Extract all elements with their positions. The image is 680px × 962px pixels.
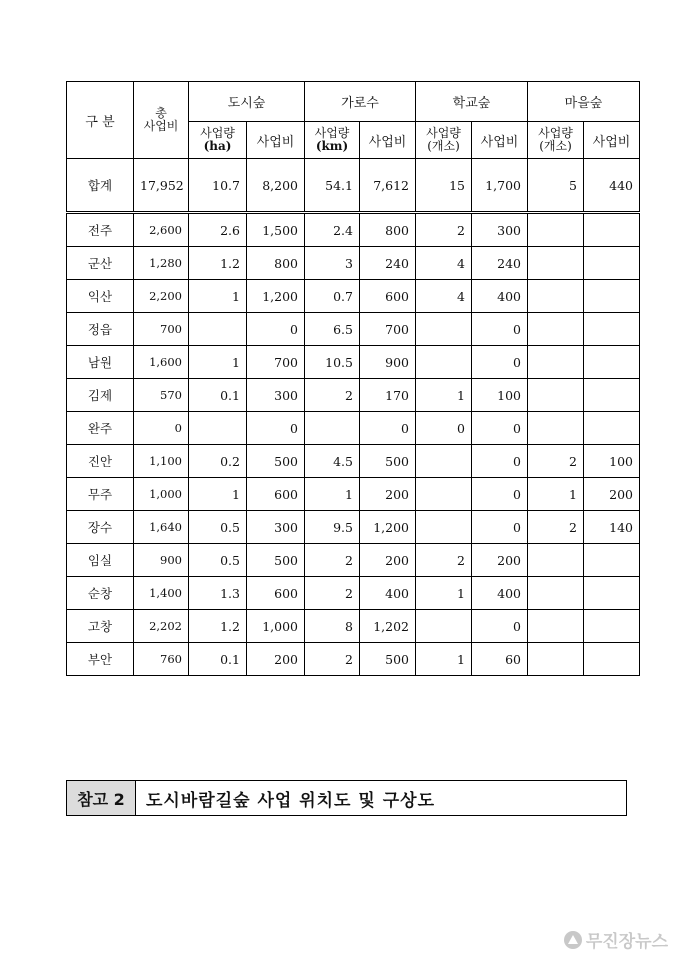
value-cell: 2 bbox=[305, 577, 360, 610]
value-cell: 4 bbox=[416, 247, 472, 280]
region-name: 전주 bbox=[67, 213, 134, 247]
qty-label: 사업량 bbox=[314, 126, 350, 140]
value-cell: 400 bbox=[472, 577, 528, 610]
value-cell: 3 bbox=[305, 247, 360, 280]
value-cell: 0.7 bbox=[305, 280, 360, 313]
value-cell bbox=[584, 313, 640, 346]
value-cell: 0 bbox=[472, 478, 528, 511]
value-cell bbox=[584, 643, 640, 676]
value-cell: 1,200 bbox=[360, 511, 416, 544]
region-name: 고창 bbox=[67, 610, 134, 643]
value-cell: 2.4 bbox=[305, 213, 360, 247]
header-group-urban-forest: 도시숲 bbox=[189, 82, 305, 122]
value-cell: 6.5 bbox=[305, 313, 360, 346]
value-cell: 4 bbox=[416, 280, 472, 313]
value-cell bbox=[584, 544, 640, 577]
value-cell bbox=[528, 247, 584, 280]
value-cell bbox=[189, 412, 247, 445]
value-cell: 7,612 bbox=[360, 159, 416, 213]
value-cell: 500 bbox=[360, 643, 416, 676]
value-cell: 500 bbox=[247, 544, 305, 577]
header-cost: 사업비 bbox=[472, 122, 528, 159]
region-name: 진안 bbox=[67, 445, 134, 478]
table-row bbox=[67, 643, 640, 676]
value-cell: 500 bbox=[247, 445, 305, 478]
value-cell bbox=[416, 610, 472, 643]
value-cell bbox=[416, 511, 472, 544]
value-cell bbox=[528, 610, 584, 643]
value-cell: 1 bbox=[189, 280, 247, 313]
total-cost-cell: 700 bbox=[134, 313, 189, 346]
value-cell: 5 bbox=[528, 159, 584, 213]
region-name: 김제 bbox=[67, 379, 134, 412]
header-cost: 사업비 bbox=[360, 122, 416, 159]
qty-label: 사업량 bbox=[426, 126, 461, 140]
value-cell: 400 bbox=[360, 577, 416, 610]
value-cell: 200 bbox=[247, 643, 305, 676]
value-cell: 1 bbox=[416, 577, 472, 610]
value-cell: 700 bbox=[360, 313, 416, 346]
region-name: 정읍 bbox=[67, 313, 134, 346]
header-qty bbox=[189, 122, 247, 159]
total-cost-cell: 2,600 bbox=[134, 213, 189, 247]
value-cell: 2 bbox=[416, 544, 472, 577]
value-cell: 1.3 bbox=[189, 577, 247, 610]
value-cell: 0.1 bbox=[189, 379, 247, 412]
total-cost-cell: 900 bbox=[134, 544, 189, 577]
value-cell bbox=[584, 213, 640, 247]
budget-table bbox=[66, 81, 640, 676]
table-row bbox=[67, 478, 640, 511]
value-cell: 10.7 bbox=[189, 159, 247, 213]
value-cell bbox=[584, 412, 640, 445]
value-cell: 9.5 bbox=[305, 511, 360, 544]
value-cell: 100 bbox=[584, 445, 640, 478]
value-cell: 0 bbox=[472, 610, 528, 643]
region-name: 순창 bbox=[67, 577, 134, 610]
value-cell bbox=[189, 313, 247, 346]
watermark-logo-icon bbox=[564, 931, 582, 949]
header-qty bbox=[305, 122, 360, 159]
total-cost-cell: 17,952 bbox=[134, 159, 189, 213]
qty-unit: (개소) bbox=[427, 139, 460, 153]
table-row bbox=[67, 445, 640, 478]
value-cell: 0.2 bbox=[189, 445, 247, 478]
value-cell: 800 bbox=[360, 213, 416, 247]
value-cell: 400 bbox=[472, 280, 528, 313]
value-cell bbox=[528, 379, 584, 412]
value-cell: 0 bbox=[416, 412, 472, 445]
value-cell bbox=[528, 346, 584, 379]
total-cost-cell: 1,600 bbox=[134, 346, 189, 379]
region-name: 남원 bbox=[67, 346, 134, 379]
total-cost-cell: 2,202 bbox=[134, 610, 189, 643]
value-cell: 0 bbox=[472, 511, 528, 544]
value-cell: 300 bbox=[247, 511, 305, 544]
header-cost: 사업비 bbox=[247, 122, 305, 159]
value-cell: 600 bbox=[247, 577, 305, 610]
value-cell: 1 bbox=[305, 478, 360, 511]
value-cell bbox=[416, 445, 472, 478]
header-group-village-forest: 마을숲 bbox=[528, 82, 640, 122]
value-cell: 240 bbox=[360, 247, 416, 280]
value-cell: 2.6 bbox=[189, 213, 247, 247]
table-row bbox=[67, 577, 640, 610]
total-cost-cell: 1,000 bbox=[134, 478, 189, 511]
total-cost-cell: 760 bbox=[134, 643, 189, 676]
total-cost-cell: 570 bbox=[134, 379, 189, 412]
value-cell: 440 bbox=[584, 159, 640, 213]
region-name: 무주 bbox=[67, 478, 134, 511]
value-cell: 0 bbox=[360, 412, 416, 445]
value-cell: 300 bbox=[247, 379, 305, 412]
region-name: 군산 bbox=[67, 247, 134, 280]
total-cost-cell: 1,400 bbox=[134, 577, 189, 610]
table-row bbox=[67, 313, 640, 346]
value-cell bbox=[528, 577, 584, 610]
qty-label: 사업량 bbox=[200, 126, 235, 140]
table-row bbox=[67, 412, 640, 445]
table-row bbox=[67, 610, 640, 643]
total-cost-cell: 1,280 bbox=[134, 247, 189, 280]
value-cell bbox=[528, 280, 584, 313]
value-cell bbox=[528, 213, 584, 247]
region-name: 임실 bbox=[67, 544, 134, 577]
value-cell: 1 bbox=[189, 346, 247, 379]
header-total-line2: 사업비 bbox=[143, 119, 179, 133]
total-row bbox=[67, 159, 640, 213]
reference-box bbox=[66, 780, 627, 816]
value-cell: 2 bbox=[305, 544, 360, 577]
value-cell bbox=[584, 346, 640, 379]
value-cell: 300 bbox=[472, 213, 528, 247]
table-row bbox=[67, 247, 640, 280]
region-name: 완주 bbox=[67, 412, 134, 445]
value-cell: 200 bbox=[360, 478, 416, 511]
value-cell: 0 bbox=[472, 346, 528, 379]
value-cell: 1 bbox=[416, 379, 472, 412]
value-cell: 170 bbox=[360, 379, 416, 412]
value-cell: 1.2 bbox=[189, 610, 247, 643]
table-row bbox=[67, 379, 640, 412]
total-cost-cell: 1,640 bbox=[134, 511, 189, 544]
value-cell bbox=[528, 313, 584, 346]
value-cell: 0 bbox=[247, 412, 305, 445]
value-cell: 0.1 bbox=[189, 643, 247, 676]
header-cost: 사업비 bbox=[584, 122, 640, 159]
value-cell: 0 bbox=[247, 313, 305, 346]
value-cell: 0 bbox=[472, 313, 528, 346]
table-row bbox=[67, 213, 640, 247]
value-cell: 200 bbox=[584, 478, 640, 511]
header-group-street-trees: 가로수 bbox=[305, 82, 416, 122]
value-cell: 8 bbox=[305, 610, 360, 643]
reference-label: 참고 2 bbox=[67, 781, 136, 815]
qty-unit: (개소) bbox=[539, 139, 572, 153]
reference-title: 도시바람길숲 사업 위치도 및 구상도 bbox=[146, 790, 436, 811]
value-cell: 2 bbox=[416, 213, 472, 247]
table-row bbox=[67, 544, 640, 577]
header-row-1 bbox=[67, 82, 640, 122]
region-name: 합계 bbox=[67, 159, 134, 213]
table-row bbox=[67, 280, 640, 313]
total-cost-cell: 1,100 bbox=[134, 445, 189, 478]
value-cell bbox=[584, 577, 640, 610]
value-cell: 4.5 bbox=[305, 445, 360, 478]
value-cell: 54.1 bbox=[305, 159, 360, 213]
header-qty bbox=[528, 122, 584, 159]
value-cell bbox=[416, 346, 472, 379]
value-cell: 140 bbox=[584, 511, 640, 544]
qty-unit: (ha) bbox=[203, 139, 232, 153]
region-name: 익산 bbox=[67, 280, 134, 313]
region-name: 부안 bbox=[67, 643, 134, 676]
value-cell: 200 bbox=[360, 544, 416, 577]
value-cell: 2 bbox=[305, 379, 360, 412]
value-cell bbox=[528, 544, 584, 577]
value-cell: 2 bbox=[528, 445, 584, 478]
value-cell: 800 bbox=[247, 247, 305, 280]
watermark-text: 무진장뉴스 bbox=[585, 932, 668, 952]
value-cell: 1,700 bbox=[472, 159, 528, 213]
value-cell: 1 bbox=[528, 478, 584, 511]
value-cell bbox=[528, 643, 584, 676]
value-cell: 1,202 bbox=[360, 610, 416, 643]
value-cell: 15 bbox=[416, 159, 472, 213]
value-cell: 700 bbox=[247, 346, 305, 379]
value-cell: 2 bbox=[305, 643, 360, 676]
watermark bbox=[564, 927, 668, 952]
value-cell: 2 bbox=[528, 511, 584, 544]
value-cell: 0 bbox=[472, 412, 528, 445]
table-row bbox=[67, 346, 640, 379]
header-category: 구 분 bbox=[67, 82, 134, 159]
header-total-line1: 총 bbox=[155, 106, 167, 120]
header-total bbox=[134, 82, 189, 159]
value-cell bbox=[584, 247, 640, 280]
value-cell: 1.2 bbox=[189, 247, 247, 280]
value-cell: 8,200 bbox=[247, 159, 305, 213]
qty-label: 사업량 bbox=[538, 126, 573, 140]
value-cell: 1,200 bbox=[247, 280, 305, 313]
value-cell: 1,000 bbox=[247, 610, 305, 643]
value-cell bbox=[584, 610, 640, 643]
qty-unit: (km) bbox=[315, 139, 349, 153]
value-cell: 200 bbox=[472, 544, 528, 577]
value-cell bbox=[305, 412, 360, 445]
value-cell: 60 bbox=[472, 643, 528, 676]
value-cell bbox=[584, 379, 640, 412]
value-cell bbox=[416, 313, 472, 346]
value-cell: 0.5 bbox=[189, 544, 247, 577]
value-cell bbox=[584, 280, 640, 313]
value-cell: 1 bbox=[416, 643, 472, 676]
value-cell: 1,500 bbox=[247, 213, 305, 247]
total-cost-cell: 2,200 bbox=[134, 280, 189, 313]
region-name: 장수 bbox=[67, 511, 134, 544]
total-cost-cell: 0 bbox=[134, 412, 189, 445]
value-cell: 100 bbox=[472, 379, 528, 412]
value-cell: 0 bbox=[472, 445, 528, 478]
value-cell bbox=[416, 478, 472, 511]
value-cell: 1 bbox=[189, 478, 247, 511]
value-cell: 900 bbox=[360, 346, 416, 379]
header-qty bbox=[416, 122, 472, 159]
value-cell: 0.5 bbox=[189, 511, 247, 544]
value-cell: 600 bbox=[247, 478, 305, 511]
header-group-school-forest: 학교숲 bbox=[416, 82, 528, 122]
value-cell: 10.5 bbox=[305, 346, 360, 379]
value-cell: 240 bbox=[472, 247, 528, 280]
value-cell: 600 bbox=[360, 280, 416, 313]
value-cell: 500 bbox=[360, 445, 416, 478]
value-cell bbox=[528, 412, 584, 445]
table-row bbox=[67, 511, 640, 544]
